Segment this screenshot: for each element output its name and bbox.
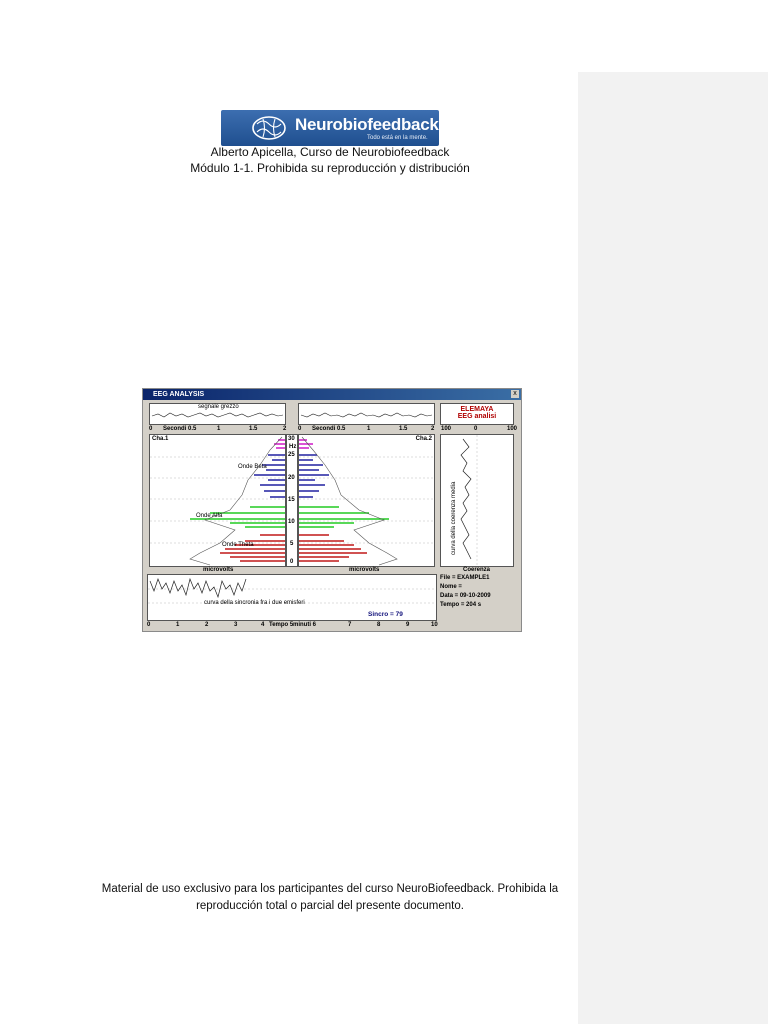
sec-axis-left-3: 1.5 [249, 426, 258, 432]
footer-line-1: Material de uso exclusivo para los participantes del curso NeuroBiofeedback. Prohibida la [101, 883, 559, 895]
time-axis-6: minuti 6 [293, 622, 317, 628]
elemaya-brand-box [440, 403, 514, 425]
channel-2-label: Cha.2 [415, 436, 432, 442]
info-file: File = EXAMPLE1 [440, 575, 490, 581]
sync-svg [148, 575, 436, 620]
neurobiofeedback-logo [221, 110, 439, 146]
footer-line-2: reproducción total o parcial del presente documento. [196, 900, 464, 912]
header-line-2: Módulo 1-1. Prohibida su reproducción y distribución [190, 161, 470, 175]
time-axis-0: 0 [147, 622, 151, 628]
sec-axis-left-1: Secondi 0.5 [163, 426, 197, 432]
header-line-1: Alberto Apicella, Curso de Neurobiofeedback [210, 145, 450, 159]
close-icon[interactable]: x [511, 390, 519, 398]
coherence-axis-1: 0 [474, 426, 478, 432]
wave-beta-label: Onde Beta [238, 464, 267, 470]
info-name: Nome = [440, 584, 462, 590]
sync-curve-label: curva della sincronia fra i due emisferi [204, 600, 305, 606]
eeg-analysis-window [142, 388, 522, 632]
sec-axis-right-4: 2 [431, 426, 435, 432]
spectrum-right-alpha-bars [299, 507, 389, 527]
spectrum-right-envelope [302, 437, 397, 565]
hz-tick-5: 5 [290, 541, 294, 547]
info-date: Data = 09-10-2009 [440, 593, 491, 599]
info-box [440, 575, 516, 621]
hz-unit: Hz [289, 444, 297, 450]
brand-sub: EEG analisi [457, 413, 497, 420]
hz-tick-10: 10 [288, 519, 295, 525]
spectrum-left-beta-bars [254, 455, 285, 497]
eeg-titlebar [143, 389, 521, 400]
raw-signal-pane-right [298, 403, 435, 425]
sec-axis-right-3: 1.5 [399, 426, 408, 432]
coherence-axis-0: 100 [441, 426, 452, 432]
hz-tick-30: 30 [288, 436, 295, 442]
time-axis-10: 10 [431, 622, 438, 628]
spectrum-pane-left [149, 434, 286, 567]
coherence-curve-label: curva della coerenza media [451, 481, 457, 555]
raw-signal-right-trace [299, 404, 434, 424]
coherence-curve [461, 439, 471, 559]
sec-axis-right-1: Secondi 0.5 [312, 426, 346, 432]
sec-axis-left-4: 2 [283, 426, 287, 432]
logo-title: Neurobiofeedback [295, 115, 439, 134]
time-axis-7: 7 [348, 622, 352, 628]
time-axis-2: 2 [205, 622, 209, 628]
brand-name: ELEMAYA [460, 406, 494, 413]
spectrum-right-grid [299, 457, 434, 543]
time-axis-9: 9 [406, 622, 410, 628]
raw-signal-label: segnale grezzo [198, 404, 239, 410]
sec-axis-right-0: 0 [298, 426, 302, 432]
comment-sidebar-top [578, 0, 768, 72]
time-axis-5: Tempo 5 [269, 622, 294, 628]
hz-scale [286, 434, 298, 567]
coherence-footer: Coerenza [463, 567, 491, 573]
spectrum-right-theta-bars [299, 535, 367, 561]
coherence-pane [440, 434, 514, 567]
sync-curve [150, 579, 246, 597]
channel-1-label: Cha.1 [152, 436, 169, 442]
wave-theta-label: Onde Theta [222, 542, 254, 548]
logo-tagline: Todo está en la mente. [367, 135, 428, 141]
time-axis-1: 1 [176, 622, 180, 628]
sync-value: Sincro = 79 [368, 611, 403, 618]
spectrum-left-svg [150, 435, 285, 566]
eeg-window-title: EEG ANALYSIS [153, 391, 205, 398]
hz-tick-20: 20 [288, 475, 295, 481]
sec-axis-left-2: 1 [217, 426, 221, 432]
time-axis-4: 4 [261, 622, 265, 628]
spectrum-left-theta-bars [220, 535, 285, 561]
spectrum-right-beta-bars [299, 455, 329, 497]
microvolt-right-label: microvolts [349, 567, 380, 573]
hz-tick-25: 25 [288, 452, 295, 458]
info-time: Tempo = 204 s [440, 602, 482, 608]
coherence-axis-2: 100 [507, 426, 518, 432]
hz-tick-0: 0 [290, 559, 294, 565]
wave-alpha-label: Onde Alfa [196, 513, 223, 519]
sync-pane [147, 574, 437, 621]
sec-axis-left-0: 0 [149, 426, 153, 432]
time-axis-8: 8 [377, 622, 381, 628]
raw-signal-pane-left [149, 403, 286, 425]
time-axis-3: 3 [234, 622, 238, 628]
spectrum-right-beta-high [299, 440, 313, 448]
coherence-svg [441, 435, 513, 566]
spectrum-right-svg [299, 435, 434, 566]
spectrum-pane-right [298, 434, 435, 567]
hz-tick-15: 15 [288, 497, 295, 503]
sec-axis-right-2: 1 [367, 426, 371, 432]
brain-icon [221, 110, 295, 146]
microvolt-left-label: microvolts [203, 567, 234, 573]
